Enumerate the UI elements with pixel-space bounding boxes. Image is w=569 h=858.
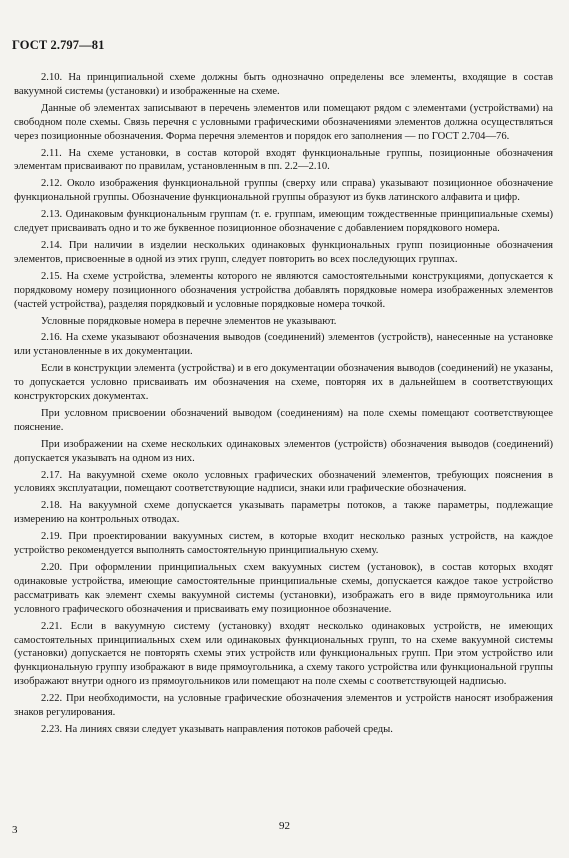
paragraph: Условные порядковые номера в перечне элементов не указывают. bbox=[41, 315, 337, 327]
paragraph: 2.12. Около изображения функциональной группы (сверху или справа) указывают позиционное обозначение функциональной группы. Обозначение функциональной группы образуют из букв латинского алфавита и цифр. bbox=[14, 178, 553, 204]
paragraph: При условном присвоении обозначений выводом (соединениям) на поле схемы помещают соответствующее пояснение. bbox=[14, 407, 553, 433]
paragraph: 2.14. При наличии в изделии нескольких одинаковых функциональных групп позиционные обозначения элементов, присвоенные в одной из этих групп, следует повторить во всех последующих группах. bbox=[14, 239, 553, 265]
paragraph: 2.17. На вакуумной схеме около условных графических обозначений элементов, требующих пояснения в условиях эксплуатации, помещают соответствующие надписи, знаки или графические обозначения. bbox=[14, 469, 553, 495]
document-body bbox=[14, 71, 553, 740]
footer-mark: 3 bbox=[12, 824, 18, 836]
paragraph: 2.23. На линиях связи следует указывать направления потоков рабочей среды. bbox=[41, 723, 393, 735]
paragraph: 2.15. На схеме устройства, элементы которого не являются самостоятельными конструкциями, допускается к порядковому номеру позиционного обозначения устройства добавлять порядковые номера изображенных элементов (частей устройства), разделяя порядковый и условные порядковые номера точкой. bbox=[14, 270, 553, 310]
paragraph: 2.19. При проектировании вакуумных систем, в которые входит несколько разных устройств, на каждое устройство рекомендуется выполнять самостоятельную принципиальную схему. bbox=[14, 531, 553, 557]
paragraph: 2.20. При оформлении принципиальных схем вакуумных систем (установок), в состав которых входят одинаковые устройства, имеющие самостоятельные принципиальные схемы, допускается каждое такое устройство рассматривать как элемент схемы вакуумной системы (установки), изображать его в виде прямоугольника или условного графического обозначения и присваивать ему позиционное обозначение. bbox=[14, 562, 553, 615]
paragraph: 2.21. Если в вакуумную систему (установку) входят несколько одинаковых устройств, не имеющих самостоятельных принципиальных схем или одинаковых функциональных групп, то на схеме вакуумной системы (установки) допускается не повторять схемы этих устройств или функциональных групп. При этом устройство или функциональную группу изображают в виде прямоугольника, а схему такого устройства или функциональной группы изображают внутри одного из прямоугольников или помещают на поле схемы с соответствующей надписью. bbox=[14, 620, 553, 688]
paragraph: 2.18. На вакуумной схеме допускается указывать параметры потоков, а также параметры, подлежащие измерению на контрольных отводах. bbox=[14, 500, 553, 526]
paragraph: 2.10. На принципиальной схеме должны быть однозначно определены все элементы, входящие в состав вакуумной системы (установки) и изображенные на схеме. bbox=[14, 72, 553, 97]
document-header: ГОСТ 2.797—81 bbox=[12, 38, 105, 52]
paragraph: Если в конструкции элемента (устройства) и в его документации обозначения выводов (соединений) не указаны, то допускается условно присваивать им обозначения на схеме, повторяя их в дальнейшем в соответствующих конструкторских документах. bbox=[14, 363, 553, 403]
paragraph: 2.22. При необходимости, на условные графические обозначения элементов и устройств наносят изображения знаков регулирования. bbox=[14, 693, 553, 719]
paragraph: 2.16. На схеме указывают обозначения выводов (соединений) элементов (устройств), нанесенные на установке или установленные в их документации. bbox=[14, 332, 553, 358]
page-number: 92 bbox=[279, 820, 290, 832]
paragraph: Данные об элементах записывают в перечень элементов или помещают рядом с элементами (устройствами) на свободном поле схемы. Связь перечня с условными графическими обозначениями элементов должна осуществляться через позиционные обозначения. Форма перечня элементов и порядок его заполнения — по ГОСТ 2.704—76. bbox=[14, 102, 553, 142]
paragraph: 2.13. Одинаковым функциональным группам (т. е. группам, имеющим тождественные принципиальные схемы) следует присваивать одно и то же буквенное позиционное обозначение с добавлением порядкового номера. bbox=[14, 209, 553, 235]
paragraph: При изображении на схеме нескольких одинаковых элементов (устройств) обозначения выводов (соединений) допускается указывать на одном из них. bbox=[14, 438, 553, 464]
paragraph: 2.11. На схеме установки, в состав которой входят функциональные группы, позиционные обозначения элементам присваивают по правилам, установленным в пп. 2.2—2.10. bbox=[14, 147, 553, 173]
